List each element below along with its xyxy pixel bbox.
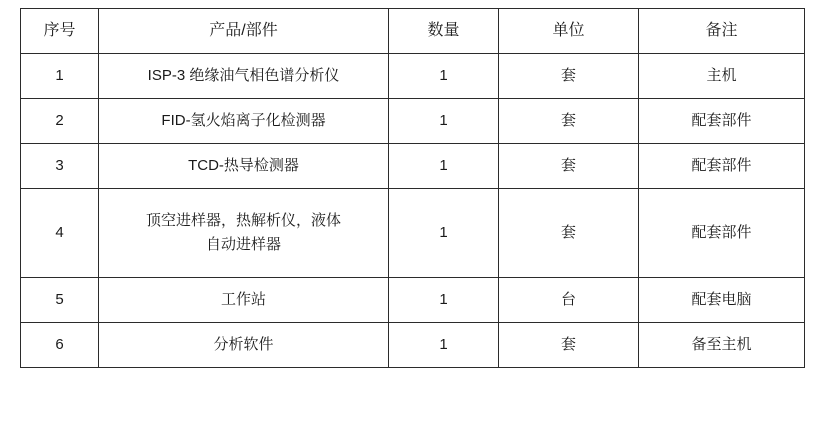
cell-quantity: 1 xyxy=(389,144,499,189)
column-header-remark: 备注 xyxy=(639,9,805,54)
cell-no: 2 xyxy=(21,99,99,144)
cell-product-line: 顶空进样器，热解析仪，液体 xyxy=(145,212,341,229)
cell-product-line: 工作站 xyxy=(220,291,266,308)
cell-product xyxy=(99,278,389,323)
table-row xyxy=(21,189,805,278)
cell-unit: 套 xyxy=(499,323,639,368)
cell-remark: 配套部件 xyxy=(639,99,805,144)
cell-quantity: 1 xyxy=(389,54,499,99)
cell-remark: 配套电脑 xyxy=(639,278,805,323)
column-header-unit: 单位 xyxy=(499,9,639,54)
cell-product xyxy=(99,189,389,278)
cell-product-line: TCD-热导检测器 xyxy=(188,157,299,174)
cell-product xyxy=(99,323,389,368)
cell-remark: 备至主机 xyxy=(639,323,805,368)
cell-quantity: 1 xyxy=(389,99,499,144)
cell-unit: 套 xyxy=(499,54,639,99)
table-body xyxy=(21,54,805,368)
cell-no: 4 xyxy=(21,189,99,278)
cell-unit: 台 xyxy=(499,278,639,323)
cell-product-line: FID-氢火焰离子化检测器 xyxy=(161,112,326,129)
cell-no: 5 xyxy=(21,278,99,323)
table-header-row xyxy=(21,9,805,54)
table-row xyxy=(21,323,805,368)
cell-unit: 套 xyxy=(499,99,639,144)
cell-product-line: ISP-3 绝缘油气相色谱分析仪 xyxy=(147,67,340,84)
cell-product xyxy=(99,144,389,189)
cell-remark: 主机 xyxy=(639,54,805,99)
cell-quantity: 1 xyxy=(389,278,499,323)
cell-quantity: 1 xyxy=(389,323,499,368)
cell-unit: 套 xyxy=(499,189,639,278)
column-header-product: 产品/部件 xyxy=(99,9,389,54)
table-row xyxy=(21,278,805,323)
column-header-quantity: 数量 xyxy=(389,9,499,54)
table-header xyxy=(21,9,805,54)
cell-product xyxy=(99,54,389,99)
cell-no: 1 xyxy=(21,54,99,99)
cell-remark: 配套部件 xyxy=(639,144,805,189)
cell-product xyxy=(99,99,389,144)
cell-no: 3 xyxy=(21,144,99,189)
product-parts-table xyxy=(20,8,805,368)
cell-remark: 配套部件 xyxy=(639,189,805,278)
cell-quantity: 1 xyxy=(389,189,499,278)
table-row xyxy=(21,144,805,189)
column-header-no: 序号 xyxy=(21,9,99,54)
cell-product-line: 分析软件 xyxy=(213,336,274,353)
cell-unit: 套 xyxy=(499,144,639,189)
cell-product-line: 自动进样器 xyxy=(205,236,281,253)
table-row xyxy=(21,54,805,99)
table-row xyxy=(21,99,805,144)
cell-no: 6 xyxy=(21,323,99,368)
